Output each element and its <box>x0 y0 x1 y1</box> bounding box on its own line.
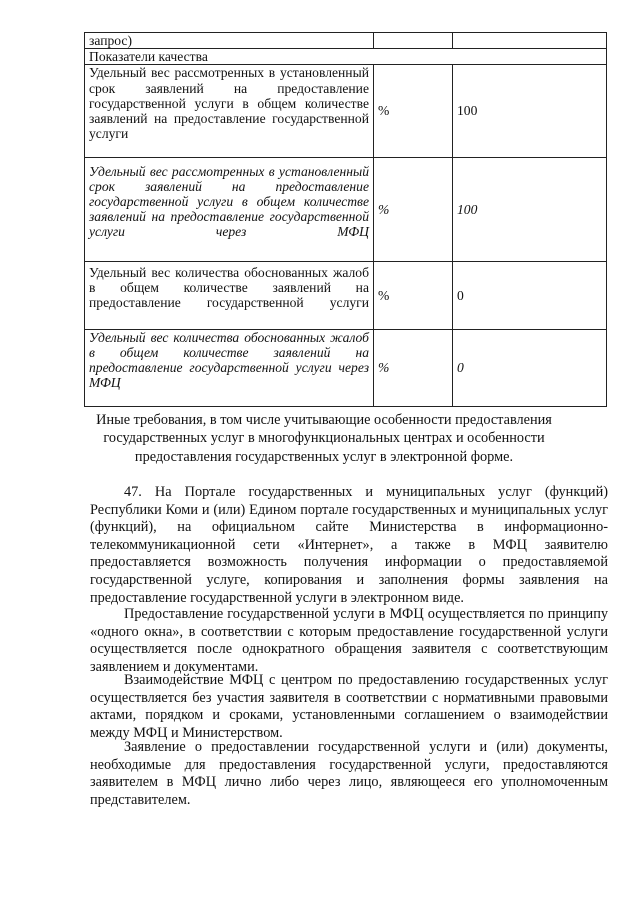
indicator-value: 0 <box>453 329 607 406</box>
indicator-value: 0 <box>453 261 607 329</box>
paragraph <box>90 606 608 676</box>
table-row <box>85 157 607 261</box>
indicator-unit: % <box>374 65 453 157</box>
table-section-title: Показатели качества <box>85 49 607 65</box>
paragraph <box>90 484 608 607</box>
paragraph-text: 47. На Портале государственных и муниципальных услуг (функций) Республики Коми и (или) Едином портале государственных и муниципальных услуг (функций), на официальном сайте Министерства в информационно-телекоммуникационной сети «Интернет», а также в МФЦ заявителю предоставляется возможность получения информации о предоставляемой государственной услуге, копирования и заполнения формы заявления на предоставление государственной услуги в электронном виде. <box>90 484 608 606</box>
table-row <box>85 261 607 329</box>
indicator-unit: % <box>374 157 453 261</box>
paragraph-text: Заявление о предоставлении государственной услуги и (или) документы, необходимые для предоставления государственной услуги, предоставляются заявителем в МФЦ лично либо через лицо, являющееся его уполномоченным представителем. <box>90 739 608 808</box>
table-row <box>85 65 607 157</box>
indicator-value: 100 <box>453 157 607 261</box>
table-cell-empty <box>374 33 453 49</box>
table-section-row <box>85 49 607 65</box>
paragraph-text: Взаимодействие МФЦ с центром по предоставлению государственных услуг осуществляется без участия заявителя в соответствии с нормативными правовыми актами, порядком и сроками, установленными соглашением о взаимодействии между МФЦ и Министерством. <box>90 672 608 741</box>
indicator-label: Удельный вес количества обоснованных жалоб в общем количестве заявлений на предоставление государственной услуги через МФЦ <box>85 329 374 406</box>
indicator-label: Удельный вес рассмотренных в установленный срок заявлений на предоставление государственной услуги в общем количестве заявлений на предоставление государственной услуги через МФЦ <box>85 157 374 261</box>
paragraph <box>90 739 608 809</box>
table-row <box>85 329 607 406</box>
paragraph-text: Предоставление государственной услуги в МФЦ осуществляется по принципу «одного окна», в соответствии с которым предоставление государственной услуги осуществляется после однократного обращения заявителя с соответствующим заявлением и документами. <box>90 606 608 675</box>
indicator-unit: % <box>374 261 453 329</box>
section-heading: Иные требования, в том числе учитывающие особенности предоставления государственных услуг в многофункциональных центрах и особенности предоставления государственных услуг в электронной форме. <box>96 412 552 465</box>
indicator-label: Удельный вес рассмотренных в установленный срок заявлений на предоставление государственной услуги в общем количестве заявлений на предоставление государственной услуги <box>85 65 374 157</box>
indicator-value: 100 <box>453 65 607 157</box>
paragraph <box>90 672 608 742</box>
table-row <box>85 33 607 49</box>
indicator-label: Удельный вес количества обоснованных жалоб в общем количестве заявлений на предоставление государственной услуги <box>85 261 374 329</box>
table-cell-continuation: запрос) <box>85 33 374 49</box>
table-cell-empty <box>453 33 607 49</box>
quality-indicators-table <box>84 32 607 407</box>
indicator-unit: % <box>374 329 453 406</box>
